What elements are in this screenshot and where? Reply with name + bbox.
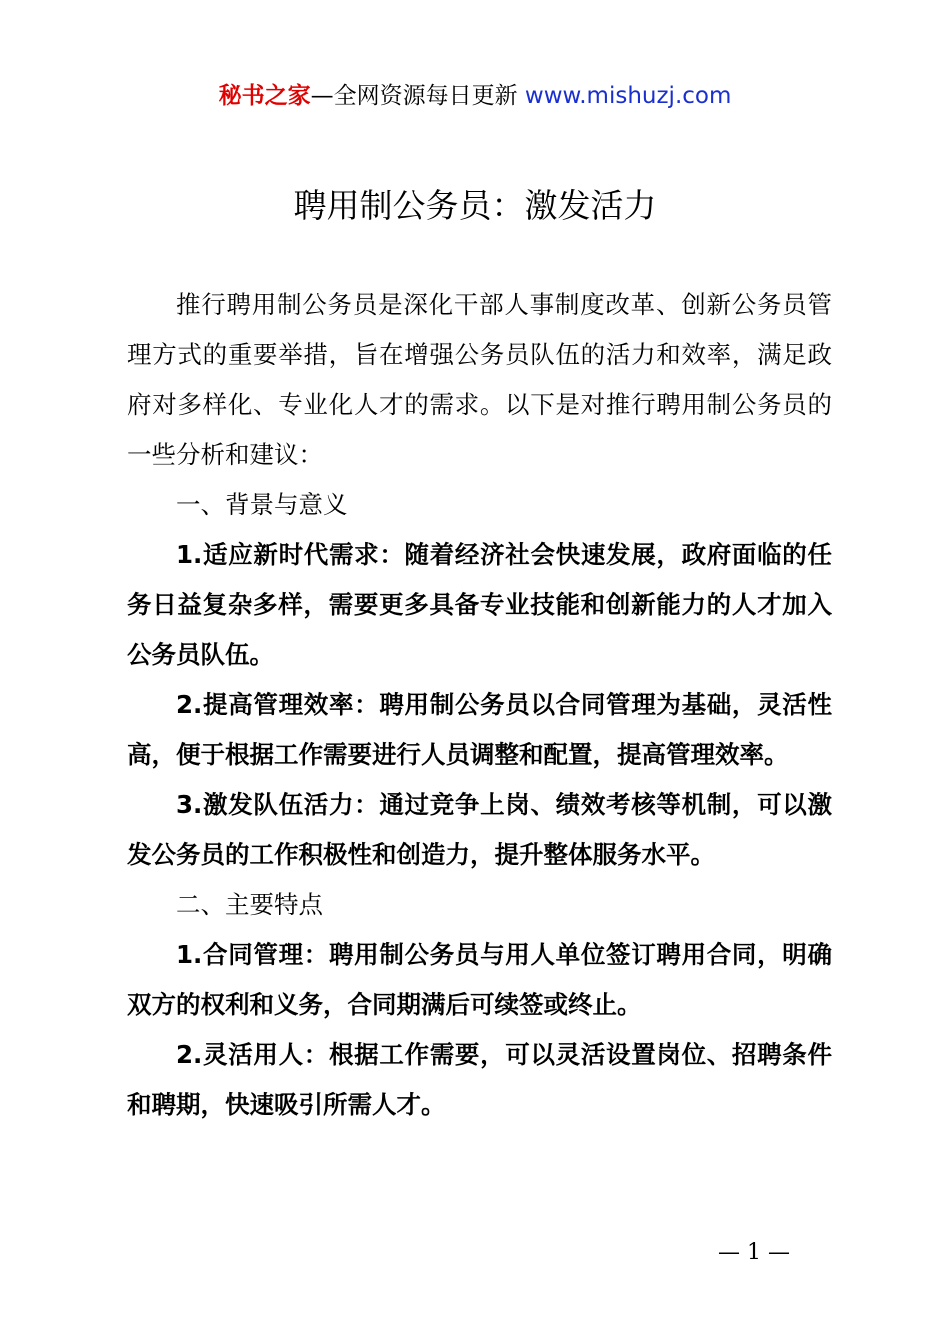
- point-paragraph: 1.合同管理：聘用制公务员与用人单位签订聘用合同，明确双方的权利和义务，合同期满后可续签或终止。: [127, 940, 832, 1019]
- site-url-link[interactable]: www.mishuzj.com: [524, 83, 732, 109]
- point-paragraph: 2.提高管理效率：聘用制公务员以合同管理为基础，灵活性高，便于根据工作需要进行人员调整和配置，提高管理效率。: [127, 690, 832, 769]
- site-tagline: —全网资源每日更新: [310, 83, 525, 109]
- page-number: — 1 —: [718, 1240, 790, 1265]
- site-header: [0, 80, 950, 112]
- point-paragraph: 1.适应新时代需求：随着经济社会快速发展，政府面临的任务日益复杂多样，需要更多具备专业技能和创新能力的人才加入公务员队伍。: [127, 540, 832, 669]
- point-paragraph: 3.激发队伍活力：通过竞争上岗、绩效考核等机制，可以激发公务员的工作积极性和创造力，提升整体服务水平。: [127, 790, 832, 869]
- document-body: [127, 280, 832, 1130]
- section-heading-background: 一、背景与意义: [176, 490, 348, 519]
- point-paragraph: 2.灵活用人：根据工作需要，可以灵活设置岗位、招聘条件和聘期，快速吸引所需人才。: [127, 1040, 832, 1119]
- document-title: 聘用制公务员：激发活力: [293, 186, 657, 225]
- intro-paragraph: 推行聘用制公务员是深化干部人事制度改革、创新公务员管理方式的重要举措，旨在增强公务员队伍的活力和效率，满足政府对多样化、专业化人才的需求。以下是对推行聘用制公务员的一些分析和建议：: [127, 290, 832, 469]
- section-heading-features: 二、主要特点: [176, 890, 323, 919]
- site-brand: 秘书之家: [218, 83, 311, 109]
